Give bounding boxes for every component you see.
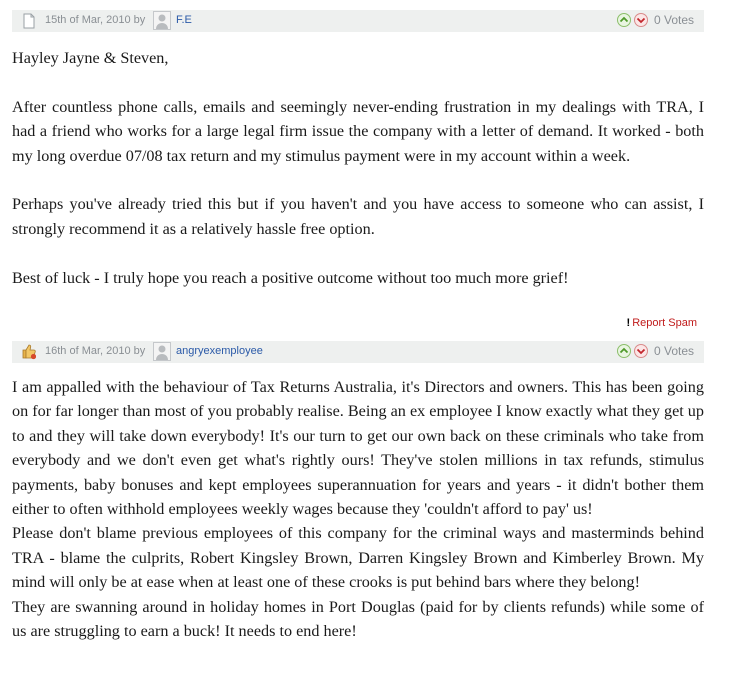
comment-paragraph: Perhaps you've already tried this but if you haven't and you have access to someone who can assist, I strongly recommend it as a relatively hassle free option. — [12, 195, 704, 238]
comment-body — [12, 46, 704, 290]
author-link[interactable]: F.E — [176, 14, 192, 26]
comment-date: 16th of Mar, 2010 by — [45, 345, 146, 357]
vote-down-icon[interactable] — [634, 344, 648, 358]
comment-paragraph: After countless phone calls, emails and seemingly never-ending frustration in my dealings with TRA, I had a friend who works for a large legal firm issue the company with a letter of demand. It worked - both my long overdue 07/08 tax return and my stimulus payment were in my account within a week. — [12, 97, 704, 165]
comment-paragraph: I am appalled with the behaviour of Tax Returns Australia, it's Directors and owners. This has been going on for far longer than most of you probably realise. Being an ex employee I know exactly what they get up to and they will take down everybody! It's our turn to get our own back on these criminals who take from everybody and we don't even get what's rightly ours! They've stolen millions in tax refunds, stimulus payments, baby bonuses and kept employees superannuation for years and years - it didn't bother them either to often withhold employees weekly wages because they 'couldn't afford to pay' us! — [12, 378, 704, 519]
vote-count: 0 Votes — [653, 344, 694, 358]
comment-date: 15th of Mar, 2010 by — [45, 14, 146, 26]
vote-down-icon[interactable] — [634, 13, 648, 27]
vote-up-icon[interactable] — [617, 344, 631, 358]
comment-meta-bar — [12, 10, 704, 32]
avatar-icon[interactable] — [153, 342, 171, 361]
document-icon — [22, 13, 36, 29]
vote-up-icon[interactable] — [617, 13, 631, 27]
avatar-icon[interactable] — [153, 11, 171, 30]
report-spam-label[interactable]: Report Spam — [632, 317, 697, 329]
report-spam-link[interactable] — [627, 317, 697, 329]
report-spam-mark: ! — [626, 317, 631, 329]
comment-paragraph: Best of luck - I truly hope you reach a positive outcome without too much more grief! — [12, 268, 569, 287]
vote-count: 0 Votes — [653, 13, 694, 27]
thumbs-icon — [22, 344, 36, 360]
comment-meta-bar — [12, 341, 704, 363]
comment-paragraph: Please don't blame previous employees of this company for the criminal ways and masterminds behind TRA - blame the culprits, Robert Kingsley Brown, Darren Kingsley Brown and Kimberley Brown. My mind will only be at ease when at least one of these crooks is put behind bars where they belong! — [12, 524, 704, 592]
comment-body — [12, 375, 704, 643]
author-link[interactable]: angryexemployee — [176, 345, 263, 357]
comment-paragraph: They are swanning around in holiday homes in Port Douglas (paid for by clients refunds) while some of us are struggling to earn a buck! It needs to end here! — [12, 597, 704, 641]
comment-paragraph: Hayley Jayne & Steven, — [12, 49, 169, 67]
